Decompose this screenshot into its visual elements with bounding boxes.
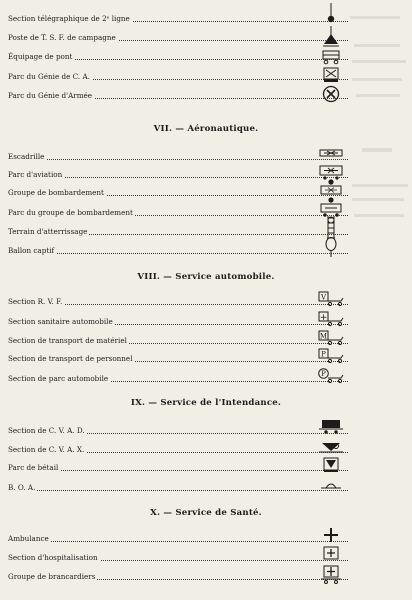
unit-label: Groupe de bombardement — [8, 188, 104, 197]
truck-letter: M — [319, 332, 328, 341]
list-item — [8, 569, 348, 583]
unit-label: Groupe de brancardiers — [8, 572, 96, 581]
leader-dots — [8, 489, 348, 491]
unit-label: Section R. V. F. — [8, 297, 63, 306]
list-item — [8, 205, 348, 219]
leader-dots — [8, 158, 348, 160]
unit-label: Ballon captif — [8, 246, 55, 255]
landing-field-icon — [316, 216, 346, 238]
personnel-truck-icon — [316, 346, 346, 368]
section-heading: VIII. — Service automobile. — [137, 272, 275, 282]
unit-label: Terrain d'atterrissage — [8, 227, 88, 236]
boa-icon — [316, 475, 346, 497]
motor-park-icon — [316, 366, 346, 388]
truck-letter: V — [320, 293, 327, 302]
truck-letter: P — [321, 370, 326, 379]
list-item — [8, 149, 348, 163]
leader-dots — [8, 540, 348, 542]
engineer-army-park-icon — [316, 84, 346, 106]
list-item — [8, 314, 348, 328]
cattle-park-icon — [316, 455, 346, 477]
unit-label: Parc du groupe de bombardement — [8, 208, 133, 217]
unit-label: Section de C. V. A. D. — [8, 426, 85, 435]
section-heading: X. — Service de Santé. — [150, 508, 262, 518]
unit-label: Escadrille — [8, 152, 45, 161]
unit-label: Section de C. V. A. X. — [8, 445, 85, 454]
unit-label: Poste de T. S. F. de campagne — [8, 33, 116, 42]
stretcher-group-icon — [316, 563, 346, 585]
unit-label: Parc du Génie de C. A. — [8, 72, 90, 81]
section-heading: IX. — Service de l'Intendance. — [130, 398, 282, 408]
list-item — [8, 30, 348, 44]
truck-letter: + — [319, 313, 328, 323]
list-item — [8, 294, 348, 308]
unit-label: Parc d'aviation — [8, 170, 63, 179]
telegraph-flag-icon — [316, 3, 346, 25]
truck-rvf-icon — [316, 289, 346, 311]
section-heading: VII. — Aéronautique. — [153, 124, 259, 134]
list-item — [8, 480, 348, 494]
truck-letter: P — [321, 350, 326, 359]
unit-label: Équipage de pont — [8, 52, 73, 61]
unit-label: Ambulance — [8, 534, 49, 543]
unit-label: B. O. A. — [8, 483, 36, 492]
unit-label: Section de transport de personnel — [8, 354, 133, 363]
unit-label: Section de parc automobile — [8, 374, 109, 383]
unit-label: Section de transport de matériel — [8, 336, 127, 345]
list-item — [8, 224, 348, 238]
leader-dots — [8, 252, 348, 254]
list-item — [8, 442, 348, 456]
list-item — [8, 49, 348, 63]
list-item — [8, 167, 348, 181]
list-item — [8, 531, 348, 545]
list-item — [8, 243, 348, 257]
unit-label: Parc de bétail — [8, 463, 59, 472]
list-item — [8, 69, 348, 83]
list-item — [8, 11, 348, 25]
list-item — [8, 550, 348, 564]
unit-label: Section d'hospitalisation — [8, 553, 98, 562]
captive-balloon-icon — [316, 237, 346, 259]
list-item — [8, 333, 348, 347]
list-item — [8, 460, 348, 474]
unit-label: Section sanitaire automobile — [8, 317, 113, 326]
list-item — [8, 423, 348, 437]
list-item — [8, 351, 348, 365]
list-item — [8, 185, 348, 199]
list-item — [8, 88, 348, 102]
unit-label: Parc du Génie d'Armée — [8, 91, 93, 100]
radio-mast-icon — [316, 26, 346, 48]
list-item — [8, 371, 348, 385]
unit-label: Section télégraphique de 2ᵉ ligne — [8, 14, 130, 23]
